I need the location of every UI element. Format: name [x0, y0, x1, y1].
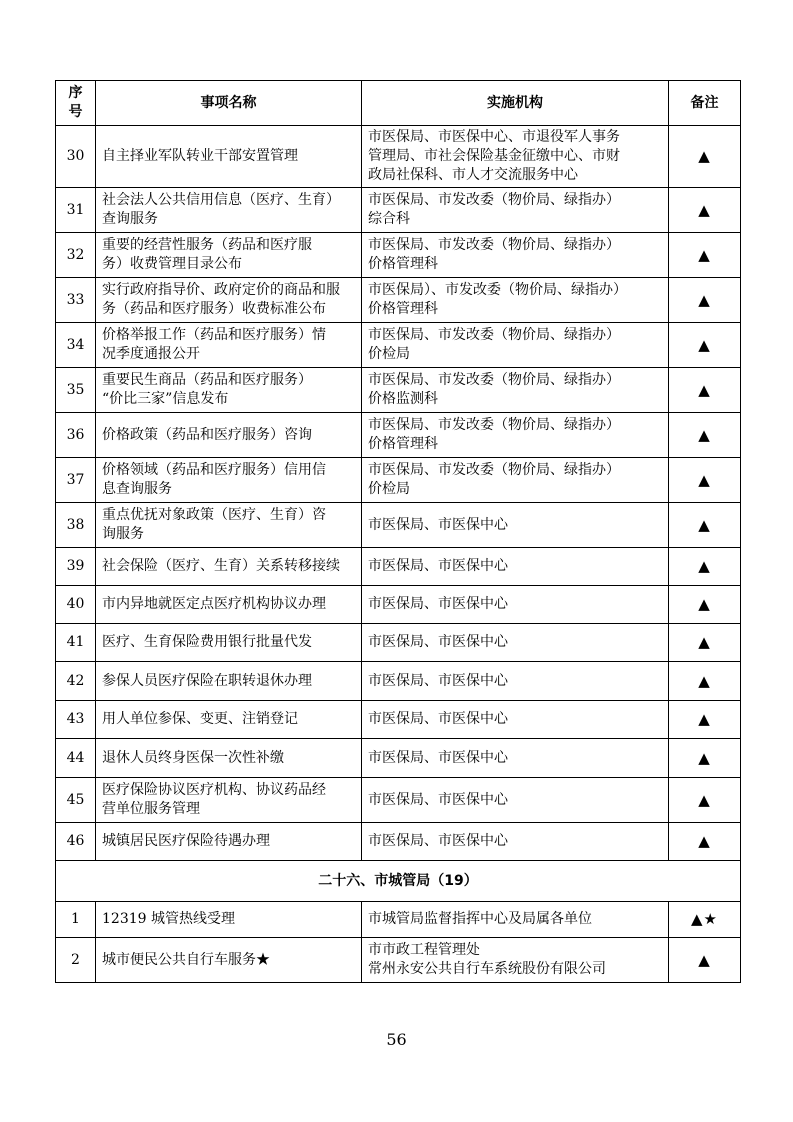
agency-name	[362, 823, 669, 861]
agency-name	[362, 662, 669, 701]
table-row	[56, 548, 741, 586]
row-number: 40	[56, 586, 96, 624]
note-mark: ▲	[669, 548, 741, 586]
item-name	[96, 368, 362, 413]
note-mark: ▲	[669, 126, 741, 188]
note-mark: ▲	[669, 323, 741, 368]
table-body-medical	[56, 126, 741, 861]
item-name	[96, 902, 362, 938]
agency-line: 价检局	[368, 481, 410, 497]
table-row	[56, 778, 741, 823]
agency-line: 政局社保科、市人才交流服务中心	[368, 167, 578, 183]
services-table	[55, 80, 741, 983]
item-name	[96, 548, 362, 586]
row-number: 1	[56, 902, 96, 938]
row-number: 38	[56, 503, 96, 548]
agency-line: 市医保局、市发改委（物价局、绿指办）	[368, 462, 620, 478]
header-index-line2: 号	[68, 104, 83, 120]
agency-name	[362, 188, 669, 233]
item-name-line: “价比三家”信息发布	[102, 391, 229, 407]
agency-name	[362, 938, 669, 983]
agency-line: 市医保局、市发改委（物价局、绿指办）	[368, 372, 620, 388]
table-row	[56, 701, 741, 739]
agency-line: 市市政工程管理处	[368, 942, 480, 958]
section-title: 二十六、市城管局（19）	[56, 861, 741, 902]
agency-name	[362, 902, 669, 938]
item-name-line: 价格举报工作（药品和医疗服务）情	[102, 327, 326, 343]
table-row	[56, 413, 741, 458]
page-number: 56	[386, 1030, 407, 1049]
item-name-line: 息查询服务	[102, 481, 172, 497]
item-name	[96, 278, 362, 323]
note-mark: ▲	[669, 413, 741, 458]
agency-line: 市医保局）、市发改委（物价局、绿指办）	[368, 282, 627, 298]
item-name-line: 重点优抚对象政策（医疗、生育）咨	[102, 507, 326, 523]
table-row	[56, 126, 741, 188]
agency-line: 市医保局、市发改委（物价局、绿指办）	[368, 417, 620, 433]
agency-line: 市医保局、市医保中心	[368, 672, 508, 689]
row-number: 37	[56, 458, 96, 503]
section-row	[56, 861, 741, 902]
table-row	[56, 503, 741, 548]
table-row	[56, 368, 741, 413]
item-name-line: 价格政策（药品和医疗服务）咨询	[102, 426, 312, 443]
item-name-line: 重要的经营性服务（药品和医疗服	[102, 237, 312, 253]
item-name-line: 退休人员终身医保一次性补缴	[102, 749, 284, 766]
table-header-row	[56, 81, 741, 126]
item-name-line: 城镇居民医疗保险待遇办理	[102, 833, 270, 849]
row-number: 43	[56, 701, 96, 739]
item-name-line: 重要民生商品（药品和医疗服务）	[102, 372, 312, 388]
agency-line: 价格管理科	[368, 256, 438, 272]
item-name-line: 医疗保险协议医疗机构、协议药品经	[102, 782, 326, 798]
agency-name	[362, 701, 669, 739]
row-number: 35	[56, 368, 96, 413]
note-mark: ▲	[669, 458, 741, 503]
agency-name	[362, 778, 669, 823]
agency-line: 市医保局、市发改委（物价局、绿指办）	[368, 192, 620, 208]
note-mark: ▲	[669, 739, 741, 778]
item-name-line: 实行政府指导价、政府定价的商品和服	[102, 282, 340, 298]
note-mark: ▲	[669, 778, 741, 823]
agency-line: 价格管理科	[368, 301, 438, 317]
agency-line: 市医保局、市医保中心	[368, 558, 508, 574]
row-number: 44	[56, 739, 96, 778]
row-number: 42	[56, 662, 96, 701]
agency-name	[362, 126, 669, 188]
item-name-line: 医疗、生育保险费用银行批量代发	[102, 634, 312, 650]
note-mark: ▲	[669, 823, 741, 861]
row-number: 45	[56, 778, 96, 823]
note-mark: ▲	[669, 938, 741, 983]
table-row	[56, 233, 741, 278]
row-number: 32	[56, 233, 96, 278]
item-name-line: 况季度通报公开	[102, 346, 200, 362]
agency-line: 市医保局、市医保中心	[368, 711, 508, 727]
item-name-line: 查询服务	[102, 211, 158, 227]
agency-line: 市医保局、市发改委（物价局、绿指办）	[368, 327, 620, 343]
item-name	[96, 126, 362, 188]
item-name	[96, 413, 362, 458]
agency-line: 市医保局、市医保中心	[368, 596, 508, 612]
table-body-urban-management	[56, 902, 741, 983]
item-name	[96, 624, 362, 662]
note-mark: ▲	[669, 503, 741, 548]
agency-line: 市医保局、市医保中心	[368, 749, 508, 766]
item-name-line: 社会保险（医疗、生育）关系转移接续	[102, 558, 340, 574]
item-name	[96, 323, 362, 368]
table-row	[56, 823, 741, 861]
agency-line: 价格管理科	[368, 436, 438, 452]
row-number: 34	[56, 323, 96, 368]
item-name	[96, 503, 362, 548]
item-name	[96, 778, 362, 823]
header-index	[56, 81, 96, 126]
note-mark: ▲	[669, 233, 741, 278]
table-row	[56, 278, 741, 323]
note-mark: ▲	[669, 701, 741, 739]
agency-name	[362, 233, 669, 278]
item-name-line: 城市便民公共自行车服务★	[102, 951, 270, 968]
header-note: 备注	[669, 81, 741, 126]
agency-line: 市医保局、市医保中心	[368, 634, 508, 650]
agency-line: 价检局	[368, 346, 410, 362]
item-name-line: 自主择业军队转业干部安置管理	[102, 148, 298, 164]
item-name	[96, 701, 362, 739]
row-number: 46	[56, 823, 96, 861]
item-name	[96, 823, 362, 861]
item-name	[96, 662, 362, 701]
row-number: 33	[56, 278, 96, 323]
note-mark: ▲	[669, 368, 741, 413]
agency-name	[362, 624, 669, 662]
item-name	[96, 233, 362, 278]
agency-name	[362, 323, 669, 368]
row-number: 36	[56, 413, 96, 458]
agency-line: 综合科	[368, 211, 410, 227]
table-row	[56, 938, 741, 983]
table-row	[56, 902, 741, 938]
row-number: 41	[56, 624, 96, 662]
table-row	[56, 624, 741, 662]
item-name-line: 市内异地就医定点医疗机构协议办理	[102, 596, 326, 612]
agency-name	[362, 739, 669, 778]
table-row	[56, 458, 741, 503]
row-number: 30	[56, 126, 96, 188]
agency-line: 市医保局、市医保中心	[368, 516, 508, 533]
agency-name	[362, 586, 669, 624]
item-name-line: 务（药品和医疗服务）收费标准公布	[102, 301, 326, 317]
note-mark: ▲	[669, 662, 741, 701]
item-name-line: 参保人员医疗保险在职转退休办理	[102, 672, 312, 689]
agency-line: 市医保局、市医保中心	[368, 833, 508, 849]
item-name	[96, 586, 362, 624]
agency-line: 管理局、市社会保险基金征缴中心、市财	[368, 148, 620, 164]
row-number: 2	[56, 938, 96, 983]
header-index-line1: 序	[68, 85, 83, 101]
item-name	[96, 188, 362, 233]
agency-line: 价格监测科	[368, 391, 438, 407]
header-item-name: 事项名称	[96, 81, 362, 126]
item-name-line: 询服务	[102, 526, 144, 542]
agency-line: 市城管局监督指挥中心及局属各单位	[368, 911, 592, 927]
agency-line: 市医保局、市医保中心	[368, 791, 508, 808]
item-name-line: 用人单位参保、变更、注销登记	[102, 711, 298, 727]
note-mark: ▲	[669, 624, 741, 662]
item-name	[96, 938, 362, 983]
agency-name	[362, 458, 669, 503]
table-row	[56, 323, 741, 368]
item-name-line: 务）收费管理目录公布	[102, 256, 242, 272]
note-mark: ▲	[669, 586, 741, 624]
agency-line: 常州永安公共自行车系统股份有限公司	[368, 961, 606, 977]
item-name-line: 营单位服务管理	[102, 801, 200, 817]
agency-name	[362, 548, 669, 586]
table-row	[56, 586, 741, 624]
agency-line: 市医保局、市发改委（物价局、绿指办）	[368, 237, 620, 253]
table-row	[56, 739, 741, 778]
note-mark: ▲	[669, 188, 741, 233]
item-name-line: 社会法人公共信用信息（医疗、生育）	[102, 192, 340, 208]
agency-name	[362, 278, 669, 323]
item-name-line: 价格领域（药品和医疗服务）信用信	[102, 462, 326, 478]
note-mark: ▲	[669, 278, 741, 323]
agency-name	[362, 368, 669, 413]
item-name-line: 12319 城管热线受理	[102, 911, 235, 927]
table-row	[56, 662, 741, 701]
item-name	[96, 739, 362, 778]
item-name	[96, 458, 362, 503]
agency-line: 市医保局、市医保中心、市退役军人事务	[368, 129, 620, 145]
table-row	[56, 188, 741, 233]
row-number: 31	[56, 188, 96, 233]
note-mark: ▲★	[669, 902, 741, 938]
agency-name	[362, 503, 669, 548]
header-agency: 实施机构	[362, 81, 669, 126]
agency-name	[362, 413, 669, 458]
row-number: 39	[56, 548, 96, 586]
